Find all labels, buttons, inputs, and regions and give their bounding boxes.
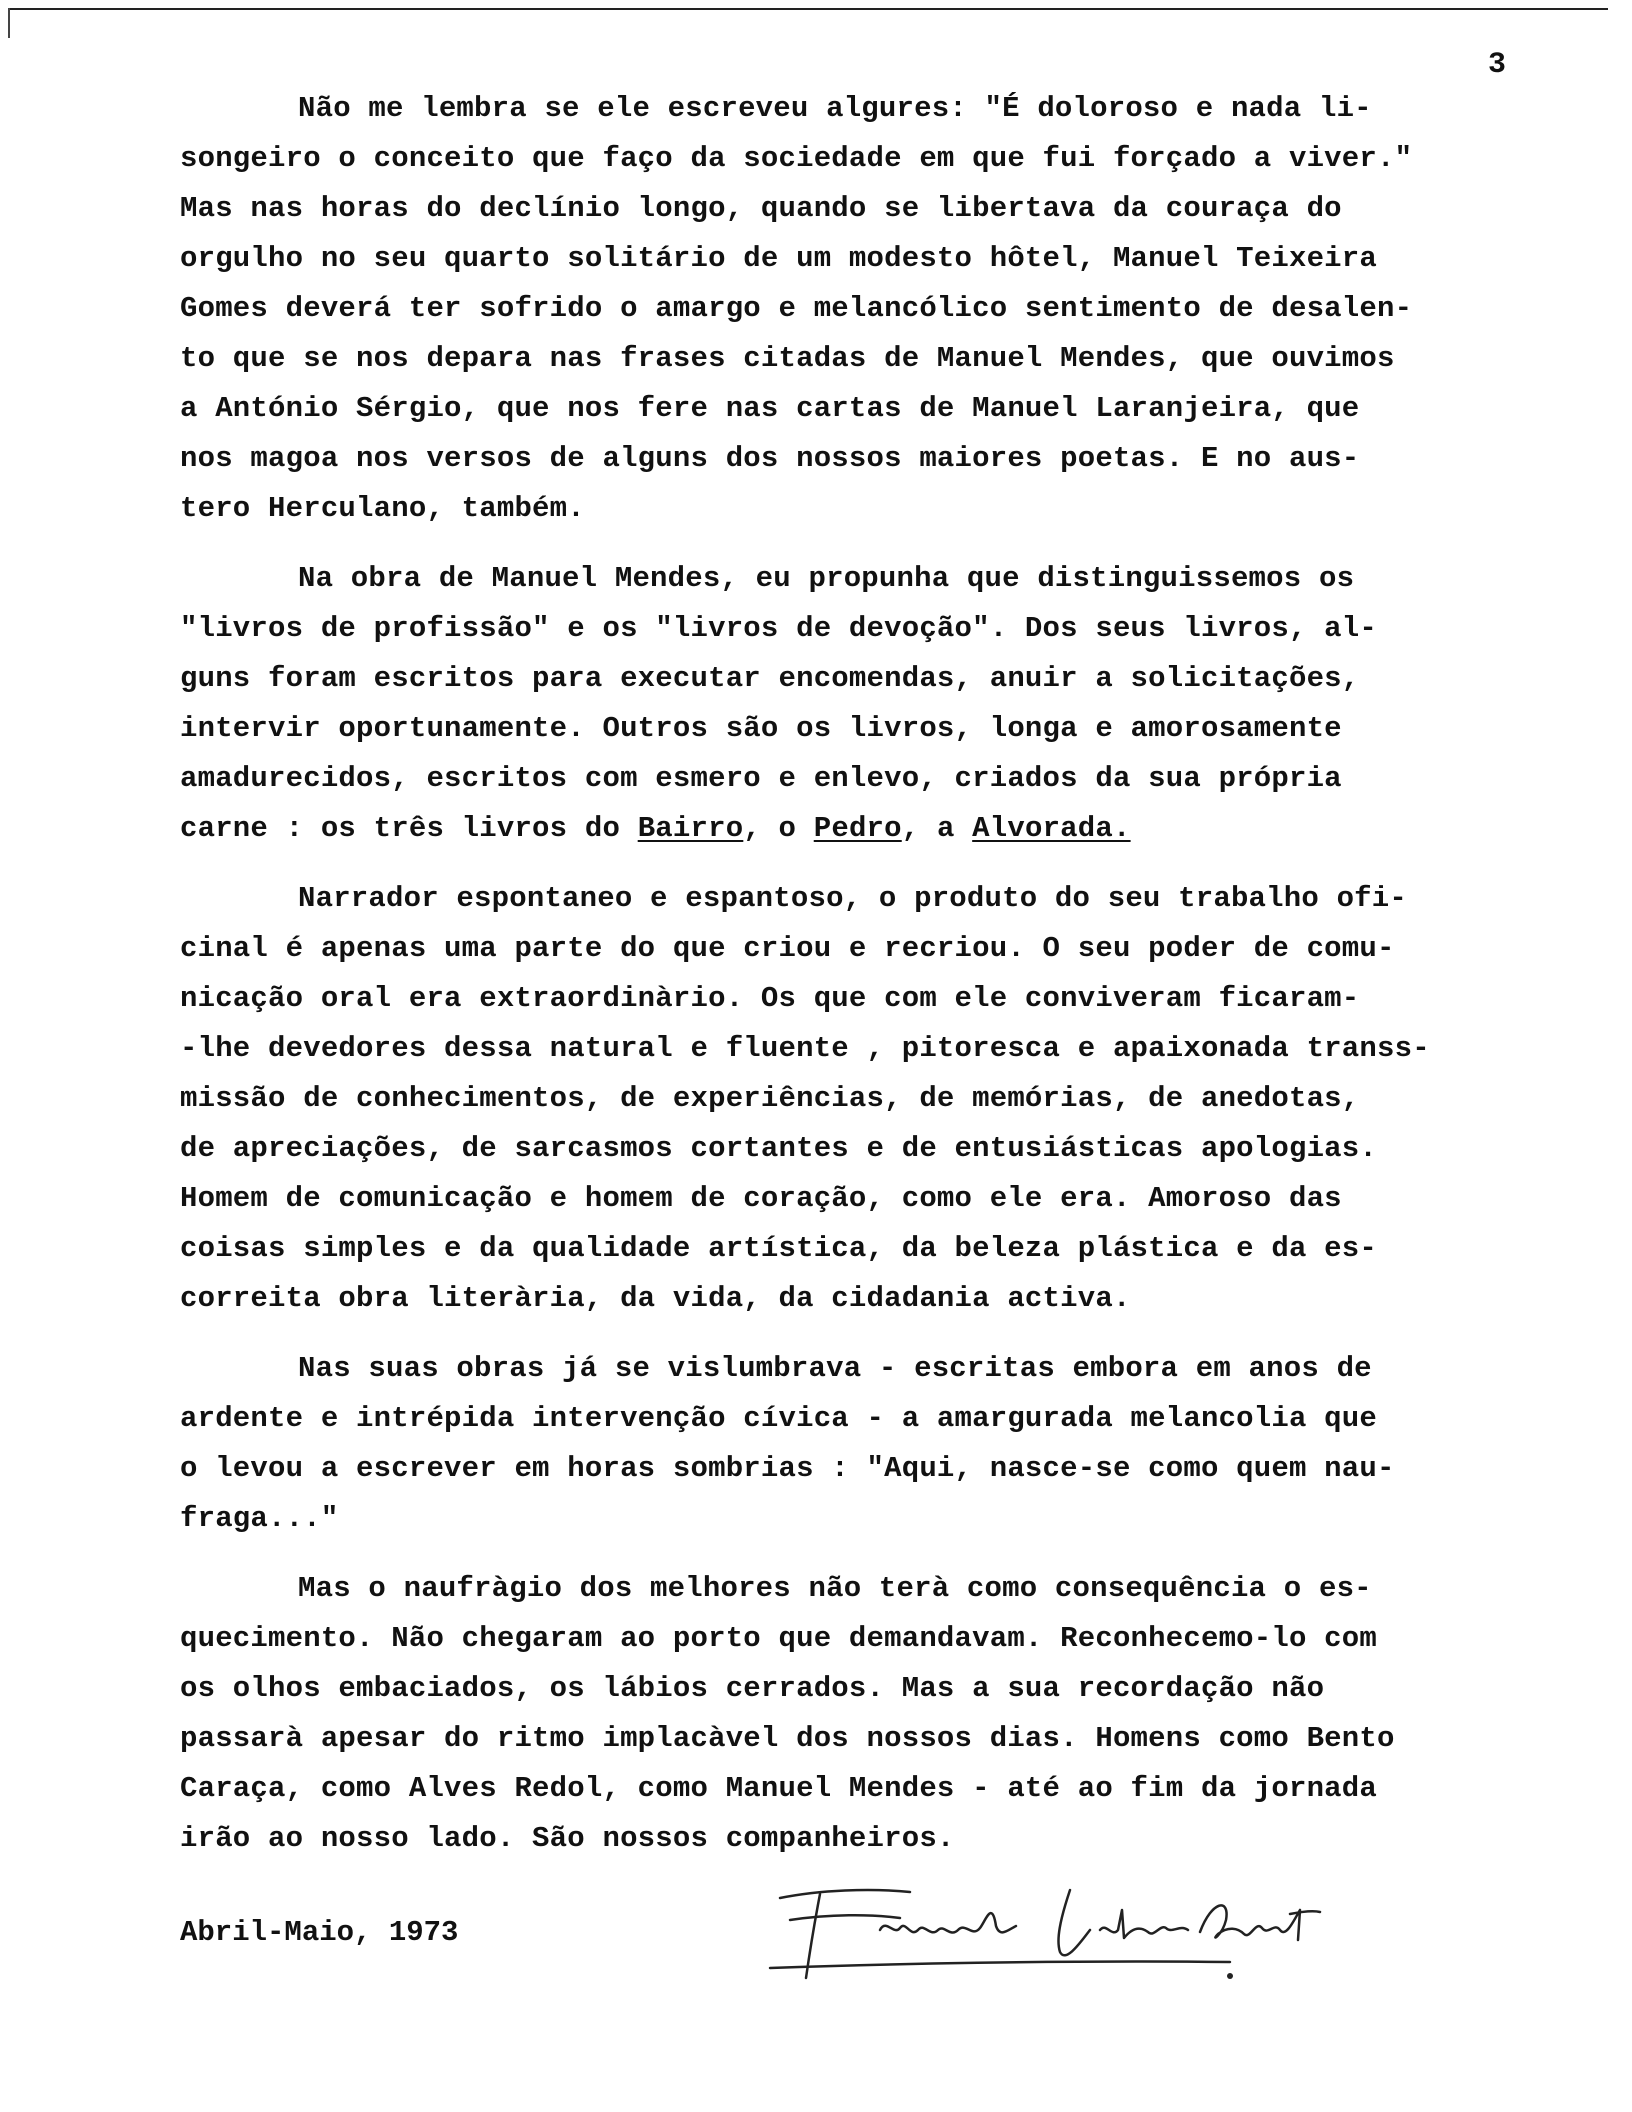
text-line: ardente e intrépida intervenção cívica - a amargurada melancolia que: [180, 1402, 1377, 1435]
text-line: intervir oportunamente. Outros são os livros, longa e amorosamente: [180, 712, 1342, 745]
text-line: Nas suas obras já se vislumbrava - escritas embora em anos de: [298, 1352, 1372, 1385]
text-line: -lhe devedores dessa natural e fluente , pitoresca e apaixonada transs-: [180, 1032, 1430, 1065]
text-line: nicação oral era extraordinàrio. Os que com ele conviveram ficaram-: [180, 982, 1360, 1015]
paragraph-3: [180, 874, 1570, 1324]
paragraph-5: [180, 1564, 1570, 1864]
text-line: Narrador espontaneo e espantoso, o produto do seu trabalho ofi-: [298, 882, 1407, 915]
book-title-pedro: Pedro: [813, 812, 902, 845]
text-line: coisas simples e da qualidade artística, da beleza plástica e da es-: [180, 1232, 1377, 1265]
paragraph-2: [180, 554, 1570, 854]
text-line: o levou a escrever em horas sombrias : "Aqui, nasce-se como quem nau-: [180, 1452, 1395, 1485]
text-line: guns foram escritos para executar encomendas, anuir a solicitações,: [180, 662, 1360, 695]
text-line: cinal é apenas uma parte do que criou e recriou. O seu poder de comu-: [180, 932, 1395, 965]
text-line: "livros de profissão" e os "livros de devoção". Dos seus livros, al-: [180, 612, 1377, 645]
text-line: to que se nos depara nas frases citadas de Manuel Mendes, que ouvimos: [180, 342, 1395, 375]
book-title-alvorada: Alvorada.: [972, 812, 1131, 845]
text-line: fraga...": [180, 1502, 339, 1535]
text-line: quecimento. Não chegaram ao porto que demandavam. Reconhecemo-lo com: [180, 1622, 1377, 1655]
paragraph-4: [180, 1344, 1570, 1544]
text-line: passarà apesar do ritmo implacàvel dos nossos dias. Homens como Bento: [180, 1722, 1395, 1755]
left-edge-mark: [8, 8, 10, 38]
handwritten-signature: [760, 1880, 1360, 1990]
text-segment: carne : os três livros do: [180, 812, 638, 845]
text-line: os olhos embaciados, os lábios cerrados. Mas a sua recordação não: [180, 1672, 1325, 1705]
text-line: songeiro o conceito que faço da sociedade em que fui forçado a viver.": [180, 142, 1413, 175]
book-title-bairro: Bairro: [637, 812, 744, 845]
text-line: Mas o naufràgio dos melhores não terà como consequência o es-: [298, 1572, 1372, 1605]
text-line: Não me lembra se ele escreveu algures: "É doloroso e nada li-: [298, 92, 1372, 125]
text-line-book-titles: [180, 804, 1570, 854]
paragraph-1: [180, 84, 1570, 534]
text-line: Caraça, como Alves Redol, como Manuel Mendes - até ao fim da jornada: [180, 1772, 1377, 1805]
text-line: nos magoa nos versos de alguns dos nossos maiores poetas. E no aus-: [180, 442, 1360, 475]
text-line: a António Sérgio, que nos fere nas cartas de Manuel Laranjeira, que: [180, 392, 1360, 425]
document-body: [180, 84, 1570, 1884]
text-line: Homem de comunicação e homem de coração, como ele era. Amoroso das: [180, 1182, 1342, 1215]
text-line: correita obra literària, da vida, da cidadania activa.: [180, 1282, 1131, 1315]
text-line: amadurecidos, escritos com esmero e enlevo, criados da sua própria: [180, 762, 1342, 795]
text-segment: , a: [901, 812, 973, 845]
text-line: irão ao nosso lado. São nossos companheiros.: [180, 1822, 955, 1855]
page-number: 3: [1487, 48, 1506, 82]
text-segment: , o: [743, 812, 814, 845]
text-line: Gomes deverá ter sofrido o amargo e melancólico sentimento de desalen-: [180, 292, 1413, 325]
text-line: orgulho no seu quarto solitário de um modesto hôtel, Manuel Teixeira: [180, 242, 1377, 275]
text-line: de apreciações, de sarcasmos cortantes e de entusiásticas apologias.: [180, 1132, 1377, 1165]
document-date: Abril-Maio, 1973: [180, 1916, 459, 1949]
top-border-line: [8, 8, 1608, 10]
text-line: missão de conhecimentos, de experiências, de memórias, de anedotas,: [180, 1082, 1360, 1115]
text-line: Na obra de Manuel Mendes, eu propunha que distinguissemos os: [298, 562, 1355, 595]
text-line: tero Herculano, também.: [180, 492, 585, 525]
text-line: Mas nas horas do declínio longo, quando se libertava da couraça do: [180, 192, 1342, 225]
